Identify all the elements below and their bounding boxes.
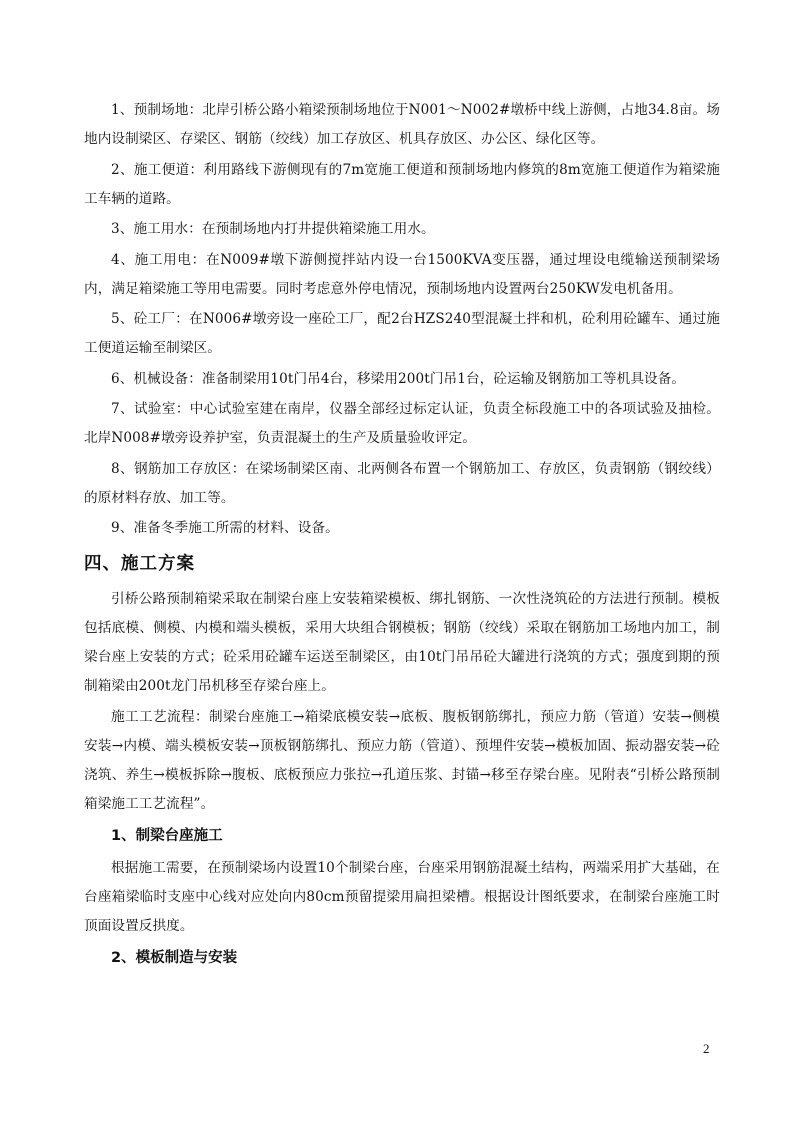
list-item: 6、机械设备：准备制梁用10t门吊4台，移梁用200t门吊1台，砼运输及钢筋加工等机具设备。: [111, 370, 686, 387]
process-flow-paragraph: 施工工艺流程：制梁台座施工→箱梁底模安装→底板、腹板钢筋绑扎，预应力筋（管道）安装→侧模安装→内模、端头模板安装→顶板钢筋绑扎、预应力筋（管道）、预埋件安装→模板加固、振动器安装→砼浇筑、养生→模板拆除→腹板、底板预应力张拉→孔道压浆、封锚→移至存梁台座。见附表“引桥公路预制箱梁施工工艺流程”。: [84, 708, 720, 812]
subsection-heading: 1、制梁台座施工: [111, 827, 223, 844]
list-item: 9、准备冬季施工所需的材料、设备。: [111, 520, 339, 536]
page-content: [84, 96, 720, 976]
section-heading: 四、施工方案: [84, 554, 195, 574]
subsection-heading: 2、模板制造与安装: [111, 949, 238, 966]
list-item: 8、钢筋加工存放区：在梁场制梁区南、北两侧各布置一个钢筋加工、存放区，负责钢筋（钢绞线）的原材料存放、加工等。: [84, 460, 720, 506]
list-item: 1、预制场地：北岸引桥公路小箱梁预制场地位于N001～N002#墩桥中线上游侧，占地34.8亩。场地内设制梁区、存梁区、钢筋（绞线）加工存放区、机具存放区、办公区、绿化区等。: [84, 102, 720, 147]
body-paragraph: 根据施工需要，在预制梁场内设置10个制梁台座，台座采用钢筋混凝土结构，两端采用扩大基础，在台座箱梁临时支座中心线对应处向内80cm预留提梁用扁担梁槽。根据设计图纸要求，在制梁台座施工时顶面设置反拱度。: [84, 859, 720, 934]
list-item: 3、施工用水：在预制场地内打井提供箱梁施工用水。: [111, 221, 435, 237]
body-paragraph: 引桥公路预制箱梁采取在制梁台座上安装箱梁模板、绑扎钢筋、一次性浇筑砼的方法进行预制。模板包括底模、侧模、内模和端头模板，采用大块组合钢模板；钢筋（绞线）采取在钢筋加工场地内加工，制梁台座上安装的方式；砼采用砼罐车运送至制梁区，由10t门吊吊砼大罐进行浇筑的方式；强度到期的预制箱梁由200t龙门吊机移至存梁台座上。: [84, 591, 720, 694]
list-item: 5、砼工厂：在N006#墩旁设一座砼工厂，配2台HZS240型混凝土拌和机，砼利用砼罐车、通过施工便道运输至制梁区。: [84, 311, 720, 356]
list-item: 4、施工用电：在N009#墩下游侧搅拌站内设一台1500KVA变压器，通过埋设电缆输送预制梁场内，满足箱梁施工等用电需要。同时考虑意外停电情况，预制场地内设置两台250KW发电机备用。: [84, 251, 720, 297]
list-item: 2、施工便道：利用路线下游侧现有的7m宽施工便道和预制场地内修筑的8m宽施工便道作为箱梁施工车辆的道路。: [84, 161, 720, 207]
page-number: 2: [703, 1041, 710, 1056]
list-item: 7、试验室：中心试验室建在南岸，仪器全部经过标定认证，负责全标段施工中的各项试验及抽检。北岸N008#墩旁设养护室，负责混凝土的生产及质量验收评定。: [84, 401, 720, 446]
